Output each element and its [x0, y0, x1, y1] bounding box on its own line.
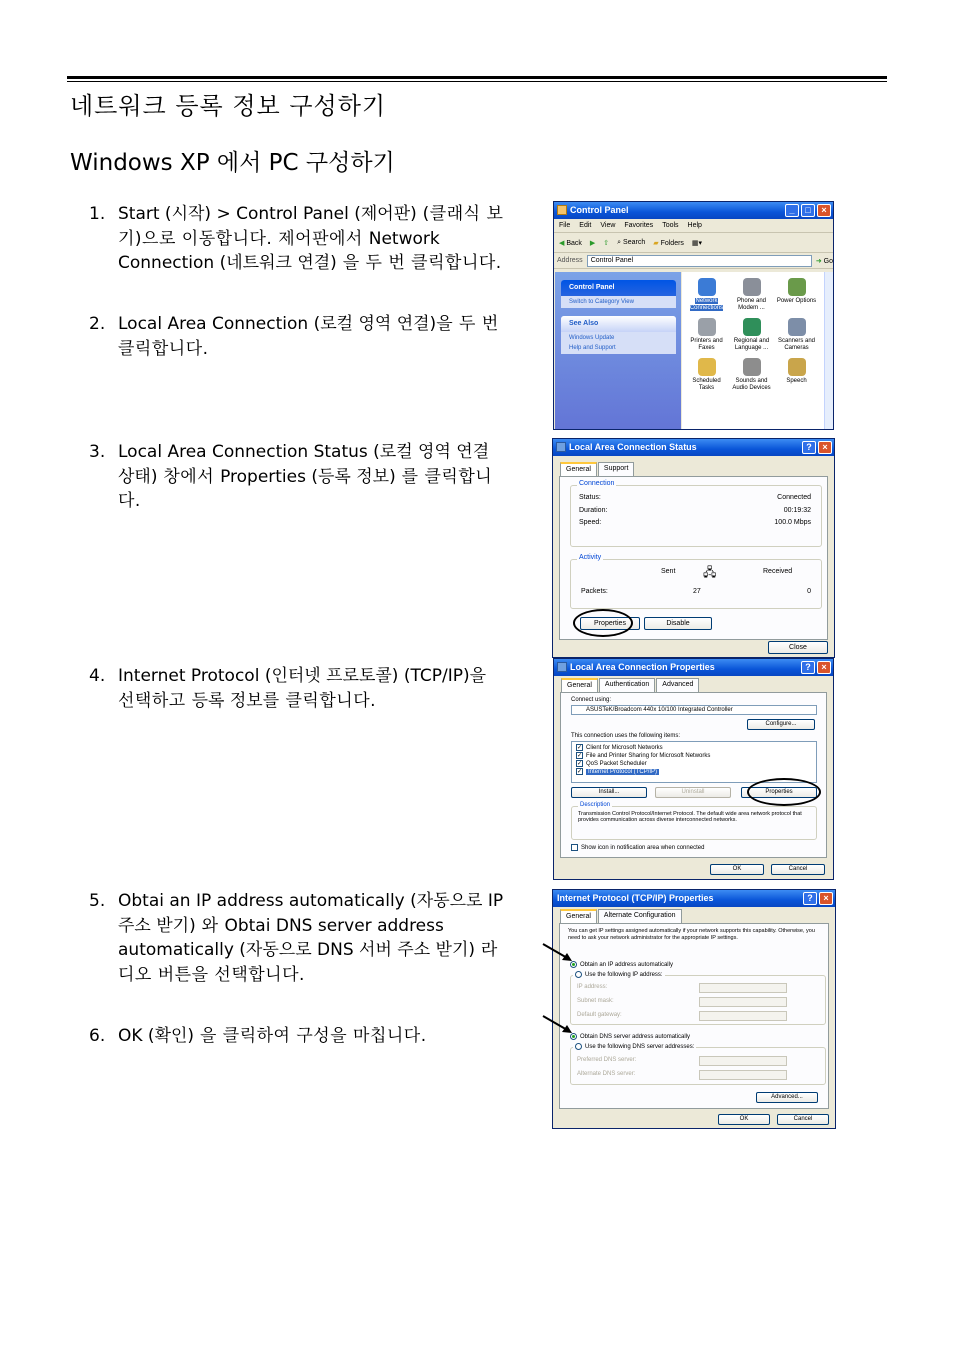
menu-edit[interactable]: Edit — [579, 222, 592, 229]
checkbox-unchecked-icon[interactable] — [571, 844, 578, 851]
ok-button[interactable]: OK — [710, 864, 764, 875]
vertical-scrollbar[interactable] — [824, 272, 833, 429]
obtain-ip-option[interactable] — [570, 961, 673, 968]
folders-label: Folders — [660, 239, 684, 247]
intro-text: You can get IP settings assigned automatically if your network supports this capability. Otherwise, you need to ask your network administrator for the appropriate IP settings. — [568, 928, 815, 941]
search-label: Search — [623, 238, 646, 246]
control-panel-item-label: Speech — [786, 378, 807, 384]
tab-general[interactable]: General — [560, 909, 597, 923]
obtain-dns-label: Obtain DNS server address automatically — [580, 1034, 691, 1041]
computers-icon: 🖧 — [703, 565, 717, 579]
step-text-bold: Start (시작) — [118, 204, 212, 224]
duration-value: 00:19:32 — [783, 507, 811, 514]
alternate-dns-input — [699, 1070, 787, 1080]
step-text: 을 선택하고 — [118, 666, 487, 711]
help-support-link[interactable]: Help and Support — [569, 345, 616, 351]
obtain-ip-label: Obtain an IP address automatically — [580, 962, 673, 969]
checkbox-checked-icon[interactable]: ✓ — [577, 769, 583, 776]
ip-address-input — [699, 983, 787, 993]
components-list[interactable] — [571, 741, 817, 783]
install-button[interactable]: Install... — [571, 787, 647, 798]
folder-icon: ▰ — [653, 239, 659, 247]
back-button[interactable] — [559, 239, 582, 247]
address-label: Address — [557, 257, 583, 264]
packets-received: 0 — [807, 588, 811, 595]
configure-button[interactable]: Configure... — [747, 719, 815, 730]
control-panel-item-label: Scanners and Cameras — [777, 338, 816, 351]
applet-icon — [788, 278, 806, 296]
close-icon[interactable]: × — [819, 892, 833, 905]
activity-group — [570, 554, 822, 609]
step-4 — [89, 664, 509, 713]
list-item-label: QoS Packet Scheduler — [586, 761, 647, 768]
preferred-dns-label: Preferred DNS server: — [577, 1057, 637, 1063]
control-panel-item[interactable] — [684, 318, 729, 352]
control-panel-item[interactable] — [684, 358, 729, 392]
activity-label: Activity — [579, 554, 602, 561]
applet-icon — [788, 318, 806, 336]
toolbar — [554, 233, 833, 253]
connection-group — [570, 480, 822, 547]
step-text-bold: Obtai DNS server address automatically (자동으로 DNS 서버 주소 받기) — [118, 915, 475, 961]
obtain-dns-option[interactable] — [570, 1033, 690, 1040]
sent-label: Sent — [661, 568, 676, 575]
control-panel-item-label: Scheduled Tasks — [692, 378, 721, 391]
search-icon: ⌕ — [617, 238, 622, 246]
list-item[interactable] — [576, 760, 812, 768]
arrow-pointer-icon — [541, 1013, 575, 1037]
page-title: 네트워크 등록 정보 구성하기 — [70, 92, 387, 120]
close-button[interactable]: Close — [768, 641, 828, 654]
checkbox-checked-icon[interactable]: ✓ — [577, 761, 583, 768]
window-titlebar — [553, 890, 835, 907]
tab-panel — [559, 923, 829, 1109]
connect-using-label: Connect using: — [571, 697, 612, 703]
step-text: 라디오 버튼을 선택합니다. — [118, 940, 498, 985]
highlight-circle — [747, 778, 821, 806]
default-gateway-input — [699, 1011, 787, 1021]
status-label: Status: — [579, 494, 601, 501]
window-titlebar — [554, 202, 833, 219]
minimize-icon[interactable]: _ — [785, 204, 799, 217]
cancel-button[interactable]: Cancel — [777, 1114, 829, 1125]
control-panel-item[interactable] — [729, 278, 774, 312]
control-panel-item-label: Power Options — [776, 298, 817, 304]
speed-label: Speed: — [579, 519, 602, 526]
control-panel-item[interactable] — [729, 358, 774, 392]
control-panel-item-label: Sounds and Audio Devices — [732, 378, 771, 391]
applet-icon — [698, 318, 716, 336]
status-dialog-window — [552, 438, 835, 658]
step-text: 을 두 번 클릭합니다. — [336, 253, 502, 274]
use-ip-option[interactable] — [573, 971, 665, 978]
cancel-button[interactable]: Cancel — [771, 864, 825, 875]
tab-panel — [560, 692, 827, 858]
list-item[interactable] — [576, 744, 812, 752]
control-panel-item-label: Phone and Modem ... — [736, 298, 767, 311]
tab-support[interactable]: Support — [598, 462, 635, 476]
applet-icon — [698, 358, 716, 376]
tab-general[interactable]: General — [560, 462, 597, 476]
folders-button[interactable] — [653, 239, 684, 247]
checkbox-checked-icon[interactable]: ✓ — [577, 753, 583, 760]
applet-icon — [698, 278, 716, 296]
step-text-bold: Internet Protocol (인터넷 프로토콜) (TCP/IP) — [118, 666, 470, 686]
properties-dialog-window — [553, 658, 834, 880]
uninstall-button: Uninstall — [655, 787, 731, 798]
menu-file[interactable]: File — [559, 222, 571, 229]
control-panel-item[interactable] — [774, 358, 819, 392]
received-label: Received — [763, 568, 793, 575]
menu-help[interactable]: Help — [687, 222, 702, 229]
static-ip-group — [570, 972, 826, 1025]
subnet-mask-label: Subnet mask: — [577, 998, 614, 1004]
control-panel-icons — [682, 272, 824, 429]
folder-icon — [557, 205, 567, 215]
control-panel-window — [553, 201, 834, 430]
packets-sent: 27 — [693, 588, 701, 595]
menu-favorites[interactable]: Favorites — [624, 222, 654, 229]
maximize-icon[interactable]: □ — [801, 204, 815, 217]
go-icon: ➜ — [815, 257, 822, 265]
step-6 — [89, 1024, 509, 1049]
step-text: 를 클릭합니다. — [262, 690, 377, 711]
step-2 — [89, 312, 509, 361]
go-label: Go — [823, 257, 833, 265]
step-number: 2. — [89, 314, 106, 334]
window-title: Local Area Connection Properties — [570, 662, 715, 672]
tab-strip — [560, 462, 834, 476]
step-text: (클래식 보기)으로 이동합니다. 제어판에서 — [118, 204, 504, 249]
list-item-label: Internet Protocol (TCP/IP) — [588, 769, 658, 776]
step-text: 와 — [195, 915, 225, 936]
menu-view[interactable]: View — [600, 222, 616, 229]
step-number: 5. — [89, 891, 106, 911]
step-text: 를 클릭합니다. — [118, 466, 493, 512]
items-label: This connection uses the following items: — [571, 733, 681, 739]
close-icon[interactable]: × — [817, 204, 831, 217]
menu-tools[interactable]: Tools — [662, 222, 679, 229]
close-icon[interactable]: × — [818, 441, 832, 454]
radio-unselected-icon[interactable] — [575, 971, 582, 978]
close-icon[interactable]: × — [817, 661, 831, 674]
tab-general[interactable]: General — [561, 678, 598, 692]
forward-icon[interactable]: ▶ — [589, 239, 596, 247]
step-text: 창에서 — [157, 466, 221, 487]
checkbox-checked-icon[interactable]: ✓ — [577, 745, 583, 751]
step-text-bold: Network Connection (네트워크 연결) — [118, 228, 440, 274]
page-subtitle: Windows XP 에서 PC 구성하기 — [70, 150, 395, 176]
header-rule-thick — [67, 76, 887, 79]
adapter-name: ASUSTeK/Broadcom 440x 10/100 Integrated Controller — [586, 707, 733, 713]
window-titlebar — [553, 439, 834, 456]
list-item-label: File and Printer Sharing for Microsoft Networks — [586, 753, 711, 760]
control-panel-item[interactable] — [774, 318, 819, 352]
description-group — [571, 802, 817, 840]
control-panel-sidebar — [555, 272, 681, 429]
show-icon-label: Show icon in notification area when connected — [581, 845, 705, 852]
step-text: 을 클릭하여 구성을 마칩니다. — [194, 1026, 427, 1046]
advanced-button[interactable]: Advanced... — [756, 1092, 818, 1103]
highlight-circle — [573, 609, 633, 637]
static-dns-group — [570, 1044, 826, 1085]
sidebar-panel-control-panel — [561, 280, 676, 308]
status-value: Connected — [777, 494, 811, 501]
step-1 — [89, 202, 509, 276]
step-text-bold: Properties (등록 정보) — [220, 466, 396, 487]
step-text-bold: 등록 정보 — [191, 690, 263, 711]
address-bar — [554, 253, 833, 269]
control-panel-item-label: Regional and Language ... — [733, 338, 770, 351]
step-text-bold: Control Panel (제어판) — [236, 204, 417, 224]
default-gateway-label: Default gateway: — [577, 1012, 622, 1018]
adapter-field — [571, 705, 817, 715]
ip-address-label: IP address: — [577, 984, 608, 990]
step-text: 을 두 번 클릭합니다. — [118, 314, 499, 359]
views-icon[interactable]: ▦▾ — [691, 239, 703, 247]
switch-category-view-link[interactable]: Switch to Category View — [569, 299, 634, 305]
radio-unselected-icon[interactable] — [575, 1043, 582, 1050]
applet-icon — [788, 358, 806, 376]
properties-button[interactable]: Properties — [580, 617, 640, 630]
step-number: 3. — [89, 442, 106, 462]
step-5 — [89, 889, 509, 987]
windows-update-link[interactable]: Windows Update — [569, 335, 615, 341]
step-number: 6. — [89, 1026, 106, 1046]
use-ip-label: Use the following IP address: — [585, 972, 663, 979]
disable-button[interactable]: Disable — [644, 617, 712, 630]
step-text-bold: OK (확인) — [118, 1026, 195, 1046]
back-label: Back — [566, 239, 582, 247]
tab-advanced[interactable]: Advanced — [656, 678, 699, 692]
up-icon[interactable]: ⇧ — [603, 239, 610, 247]
step-text-bold: Obtai an IP address automatically (자동으로 IP 주소 받기) — [118, 891, 504, 936]
help-icon[interactable]: ? — [801, 661, 815, 674]
tab-authentication[interactable]: Authentication — [599, 678, 655, 692]
search-button[interactable] — [617, 239, 645, 247]
address-input[interactable]: Control Panel — [587, 255, 812, 267]
step-3 — [89, 440, 509, 514]
step-text-bold: Local Area Connection (로컬 영역 연결) — [118, 314, 437, 334]
help-icon[interactable]: ? — [802, 441, 816, 454]
sidebar-panel-see-also — [561, 316, 676, 354]
control-panel-item-label: Network Connections — [689, 298, 724, 311]
applet-icon — [743, 358, 761, 376]
help-icon[interactable]: ? — [803, 892, 817, 905]
network-icon — [557, 662, 567, 672]
step-text: > — [211, 204, 237, 224]
window-titlebar — [554, 659, 833, 676]
alternate-dns-label: Alternate DNS server: — [577, 1071, 636, 1077]
step-number: 4. — [89, 666, 106, 686]
applet-icon — [743, 278, 761, 296]
go-button[interactable] — [816, 257, 833, 265]
tcpip-dialog-window — [552, 889, 836, 1129]
applet-icon — [743, 318, 761, 336]
description-text: Transmission Control Protocol/Internet Protocol. The default wide area network protocol that provides communication across diverse interconnected networks. — [578, 811, 802, 823]
show-icon-option[interactable] — [571, 844, 704, 851]
arrow-pointer-icon — [541, 941, 575, 965]
duration-label: Duration: — [579, 507, 608, 514]
step-number: 1. — [89, 204, 106, 224]
network-icon — [556, 442, 566, 452]
tab-strip — [561, 678, 833, 692]
subnet-mask-input — [699, 997, 787, 1007]
properties-button[interactable]: Properties — [741, 787, 817, 798]
ok-button[interactable]: OK — [718, 1114, 770, 1125]
control-panel-item[interactable] — [774, 278, 819, 312]
see-also-header[interactable]: See Also — [561, 316, 676, 332]
use-dns-option[interactable] — [573, 1043, 696, 1050]
sidebar-panel-header[interactable]: Control Panel — [561, 280, 676, 296]
use-dns-label: Use the following DNS server addresses: — [585, 1044, 695, 1051]
list-item[interactable] — [576, 768, 812, 776]
tab-alternate-configuration[interactable]: Alternate Configuration — [598, 909, 682, 923]
control-panel-item[interactable] — [684, 278, 729, 312]
menu-bar — [554, 219, 833, 233]
header-rule-thin — [67, 81, 887, 82]
control-panel-item[interactable] — [729, 318, 774, 352]
list-item-label: Client for Microsoft Networks — [586, 745, 663, 752]
packets-label: Packets: — [581, 588, 608, 595]
speed-value: 100.0 Mbps — [774, 519, 811, 526]
control-panel-item-label: Printers and Faxes — [690, 338, 723, 351]
connection-label: Connection — [579, 480, 615, 487]
window-title: Local Area Connection Status — [569, 442, 697, 452]
step-text-bold: Local Area Connection Status (로컬 영역 연결 상태) — [118, 442, 490, 487]
window-title: Internet Protocol (TCP/IP) Properties — [557, 893, 714, 903]
description-label: Description — [580, 802, 611, 808]
tab-strip — [560, 909, 835, 923]
preferred-dns-input — [699, 1056, 787, 1066]
back-icon: ◀ — [559, 239, 565, 247]
window-title: Control Panel — [570, 205, 629, 215]
list-item[interactable] — [576, 752, 812, 760]
icon-grid — [682, 272, 824, 398]
